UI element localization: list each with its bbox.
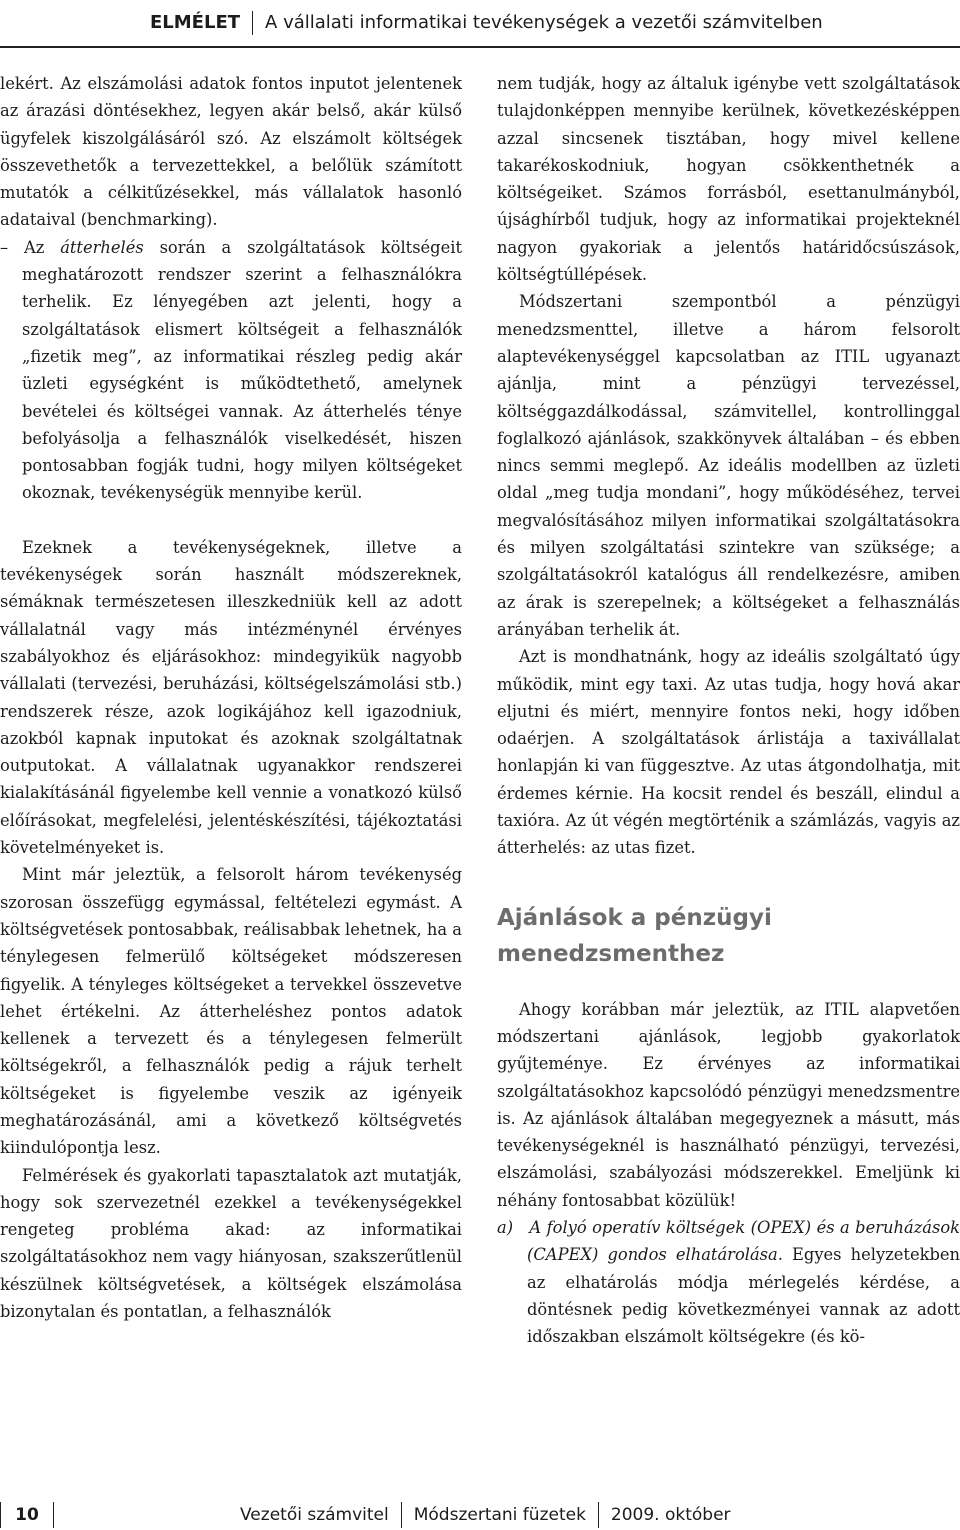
right-column	[497, 70, 960, 1350]
list-text: Egyes helyzetekben az elhatárolás módja mérlegelés kérdése, a döntésnek pedig következményei vannak az adott időszakban elszámolt költségekre (és kö-	[527, 1245, 960, 1347]
issue-date: 2009. október	[610, 1505, 731, 1525]
paragraph: Felmérések és gyakorlati tapasztalatok azt mutatják, hogy sok szervezetnél ezekkel a tevékenységekkel rengeteg probléma akad: az informatikai szolgáltatásokhoz nem vagy hiányosan, szakszerűtlenül készülnek költségvetések, a költségek elszámolása bizonytalan és pontatlan, a felhasználók	[0, 1165, 462, 1322]
footer-separator	[53, 1502, 54, 1528]
paragraph: Mint már jeleztük, a felsorolt három tevékenység szorosan összefügg egymással, feltételezi egymást. A költségvetések pontosabbak, reálisabbak lehetnek, ha a ténylegesen felmerülő költségeket módszeresen figyelik. A tényleges költségeket a tervekkel összevetve lehet értékelni. Az átterheléshez pontos adatok kellenek a tervezett és a ténylegesen felmerült költségekről, a felhasználók pedig a rájuk terhelt költségeket is figyelembe veszik az igényeik meghatározásánál, ami a következő költségvetés kiindulópontja lesz.	[0, 865, 462, 1158]
header-rule	[0, 46, 960, 48]
footer-separator	[598, 1502, 599, 1528]
page-number: 10	[15, 1505, 39, 1525]
running-footer	[0, 1500, 960, 1530]
bullet-item-atterheles	[0, 234, 462, 507]
header-title: A vállalati informatikai tevékenységek a vezetői számvitelben	[265, 12, 823, 33]
bullet-text: Az	[8, 237, 61, 257]
paragraph: Ezeknek a tevékenységeknek, illetve a tevékenységek során használt módszereknek, sémáknak természetesen illeszkedniük kell az adott vállalatnál vagy más intézménynél érvényes szabályokhoz és eljárásokhoz: mindegyikük nagyobb vállalati (tervezési, beruházási, költségelszámolási stb.) rendszerek része, azok logikájához kell igazodniuk, azokból kapnak inputokat és azoknak szolgáltatnak outputokat. A vállalatnak ugyanakkor rendszerei kialakításánál figyelembe kell vennie a vonatkozó külső előírásokat, megfelelési, jelentéskészítési, tájékoztatási követelményeket is.	[0, 537, 462, 858]
journal-name: Vezetői számvitel	[240, 1505, 389, 1525]
emphasis-term: átterhelés	[60, 237, 144, 257]
bullet-text: során a szolgáltatások költségeit meghatározott rendszer szerint a felhasználókra terhelik. Ez lényegében azt jelenti, hogy a szolgáltatások elismert költségeit a felhasználók „fizetik meg”, az informatikai részleg pedig akár üzleti egységként is működtethető, amelynek bevételei és költségei vannak. Az átterhelés ténye befolyásolja a felhasználók viselkedését, hiszen pontosabban fogják tudni, hogy milyen költségeket okoznak, tevékenységük mennyibe kerül.	[22, 237, 462, 503]
list-marker: a)	[497, 1217, 514, 1237]
series-name: Módszertani füzetek	[413, 1505, 586, 1525]
left-column	[0, 70, 462, 1325]
emphasis-term: A folyó operatív költségek (OPEX) és a beruházások (CAPEX) gondos elhatárolása.	[527, 1217, 960, 1265]
paragraph: lekért. Az elszámolási adatok fontos inputot jelentenek az árazási döntésekhez, legyen akár belső, akár külső ügyfelek kiszolgálásáról szó. Az elszámolt költségek összevethetők a tervezettekkel, a belőlük számított mutatók a célkitűzésekkel, más vállalatok hasonló adataival (benchmarking).	[0, 74, 462, 230]
paragraph: Ahogy korábban már jeleztük, az ITIL alapvetően módszertani ajánlások, legjobb gyakorlatok gyűjteménye. Ez érvényes az informatikai szolgáltatásokhoz kapcsolódó pénzügyi menedzsmentre is. Az ajánlások általában megegyeznek a másutt, más tevékenységeknél is használható pénzügyi, tervezési, elszámolási, szabályozási módszerekkel. Emeljünk ki néhány fontosabbat közülük!	[497, 999, 960, 1210]
section-label: ELMÉLET	[150, 12, 241, 33]
header-separator	[252, 11, 253, 35]
running-header	[150, 8, 823, 38]
section-heading: Ajánlások a pénzügyi menedzsmenthez	[497, 904, 772, 967]
dash-marker: –	[0, 237, 9, 257]
paragraph: nem tudják, hogy az általuk igénybe vett szolgáltatások tulajdonképpen mennyibe kerülnek, következésképpen azzal sincsenek tisztában, hogy mivel kellene takarékoskodniuk, hogyan csökkenthetnék a költségeiket. Számos forrásból, esettanulmányból, újsághírből tudjuk, hogy az informatikai projekteknél nagyon gyakoriak a jelentős határidőcsúszások, költségtúllépések.	[497, 74, 960, 285]
paragraph: Módszertani szempontból a pénzügyi menedzsmenttel, illetve a három felsorolt alaptevékenységgel kapcsolatban az ITIL ugyanazt ajánlja, mint a pénzügyi tervezéssel, költséggazdálkodással, számvitellel, kontrollinggal foglalkozó ajánlások, szakkönyvek általában – és ebben nincs semmi meglepő. Az ideális modellben az üzleti oldal „meg tudja mondani”, hogy működéséhez, tervei megvalósításához milyen informatikai szolgáltatásokra és milyen szolgáltatási szintekre van szüksége; a szolgáltatásokról katalógus áll rendelkezésre, amiben az árak is szerepelnek; a költségeket a felhasználás arányában terhelik át.	[497, 292, 960, 639]
list-item-a	[497, 1214, 960, 1350]
footer-separator	[401, 1502, 402, 1528]
paragraph: Azt is mondhatnánk, hogy az ideális szolgáltató úgy működik, mint egy taxi. Az utas tudja, hogy hová akar eljutni és miért, mennyire fontos neki, hogy időben odaérjen. A szolgáltatások árlistája a taxivállalat honlapján ki van függesztve. Az utas átgondolhatja, mit érdemes kérnie. Ha kocsit rendel és beszáll, elindul a taxióra. Az út végén megtörténik a számlázás, vagyis az átterhelés: az utas fizet.	[497, 647, 960, 858]
